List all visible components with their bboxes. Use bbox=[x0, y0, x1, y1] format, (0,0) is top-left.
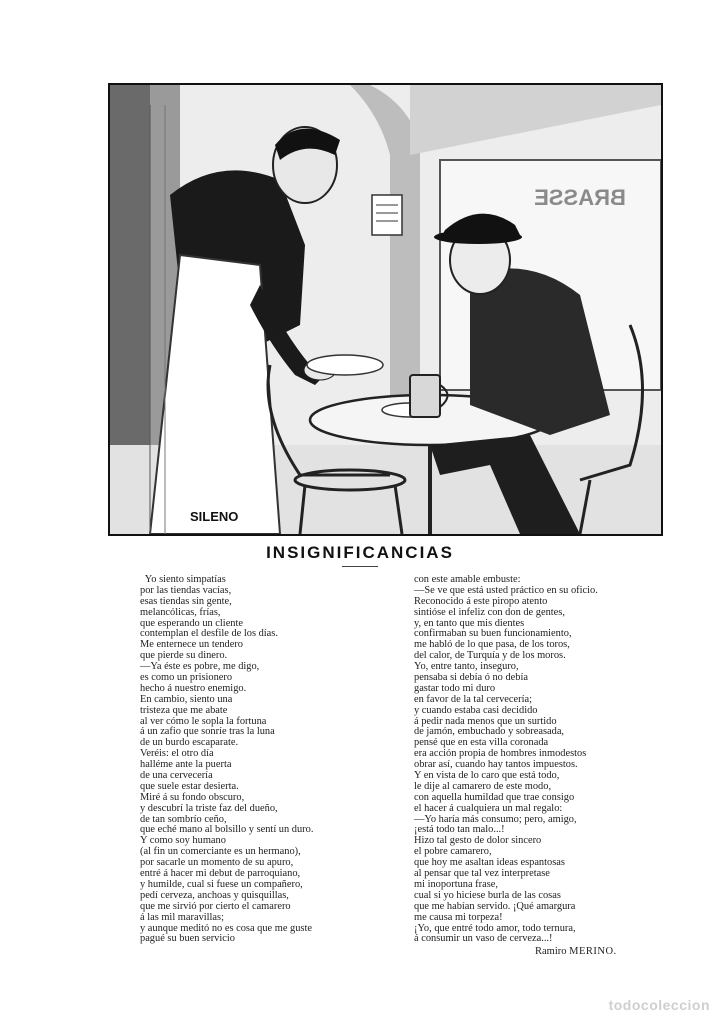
poem-left-line: que esperando un cliente bbox=[140, 617, 243, 629]
poem-left-line: de tan sombrío ceño, bbox=[140, 813, 227, 825]
poem-left-line: á un zafio que sonríe tras la luna bbox=[140, 726, 275, 738]
poem-right-line: á pedir nada menos que un surtido bbox=[414, 715, 557, 727]
poem-left-line: contemplan el desfile de los días. bbox=[140, 628, 278, 640]
author-last-name: MERINO. bbox=[569, 946, 617, 957]
poem-left-line: Y como soy humano bbox=[140, 835, 226, 847]
poem-right-line: Y en vista de lo caro que está todo, bbox=[414, 770, 560, 782]
poem-left-line: que suele estar desierta. bbox=[140, 780, 239, 792]
poem-right-line: Hizo tal gesto de dolor sincero bbox=[414, 835, 542, 847]
window-sign-text: BRASSE bbox=[534, 185, 626, 210]
poem-right-line: del calor, de Turquía y de los moros. bbox=[414, 650, 566, 662]
poem-right-line: le dije al camarero de este modo, bbox=[414, 780, 552, 792]
poem-right-line: que hoy me asaltan ideas espantosas bbox=[414, 857, 565, 869]
poem-left-line: y aunque meditó no es cosa que me guste bbox=[140, 922, 312, 934]
poem-right-line: —Se ve que está usted práctico en su oficio. bbox=[414, 584, 598, 596]
poem-right-line: confirmaban su buen funcionamiento, bbox=[414, 628, 572, 640]
poem-left-line: que pierde su dinero. bbox=[140, 650, 228, 662]
artist-signature: SILENO bbox=[190, 509, 239, 524]
poem-left-line: Me enternece un tendero bbox=[140, 639, 243, 651]
poem-right-line: mi inoportuna frase, bbox=[414, 878, 498, 890]
poem-right-line: á consumir un vaso de cerveza...! bbox=[414, 933, 553, 945]
poem-left-line: y descubrí la triste faz del dueño, bbox=[140, 802, 278, 814]
poem-right-line: el hacer á cualquiera un mal regalo: bbox=[414, 802, 563, 814]
poem-left-line: halléme ante la puerta bbox=[140, 759, 232, 771]
poem-right-line: de jamón, embuchado y sobreasada, bbox=[414, 726, 565, 738]
author-signature bbox=[535, 946, 617, 957]
poem-right-line: al pensar que tal vez interpretase bbox=[414, 868, 550, 880]
poem-left-column bbox=[140, 575, 313, 945]
poem-left-line: tristeza que me abate bbox=[140, 704, 228, 716]
poem-right-line: me causa mi torpeza! bbox=[414, 911, 503, 923]
poem-left-line: por las tiendas vacías, bbox=[140, 584, 232, 596]
poem-left-line: de una cervecería bbox=[140, 770, 213, 782]
poem-right-line: Yo, entre tanto, inseguro, bbox=[414, 661, 519, 673]
poem-left-line: Yo siento simpatías bbox=[140, 574, 226, 585]
poem-right-line: gastar todo mi duro bbox=[414, 682, 496, 694]
poem-right-line: cual si yo hiciese burla de las cosas bbox=[414, 889, 561, 901]
illustration-drawing bbox=[110, 85, 661, 534]
poem-left-line: (al fin un comerciante es un hermano), bbox=[140, 846, 301, 858]
poem-left-line: de un burdo escaparate. bbox=[140, 737, 239, 749]
poem-right-line: y cuando estaba casi decidido bbox=[414, 704, 538, 716]
poem-left-line: por sacarle un momento de su apuro, bbox=[140, 857, 294, 869]
poem-left-line: hecho á nuestro enemigo. bbox=[140, 682, 247, 694]
poem-right-line: pensaba si debía ó no debía bbox=[414, 672, 528, 684]
poem-left-line: que me sirvió por cierto el camarero bbox=[140, 900, 291, 912]
poem-right-line: pensé que en esta villa coronada bbox=[414, 737, 549, 749]
poem-right-line: el pobre camarero, bbox=[414, 846, 492, 858]
author-first-name: Ramiro bbox=[535, 946, 567, 957]
poem-right-line: que me habían servido. ¡Qué amargura bbox=[414, 900, 576, 912]
poem-left-line: que eché mano al bolsillo y sentí un duro. bbox=[140, 824, 314, 836]
poem-right-line: con aquella humildad que trae consigo bbox=[414, 791, 575, 803]
poem-right-line: me habló de lo que pasa, de los toros, bbox=[414, 639, 570, 651]
poem-left-line: y humilde, cual si fuese un compañero, bbox=[140, 878, 303, 890]
cafe-scene-illustration bbox=[108, 83, 663, 536]
poem-right-line: con este amable embuste: bbox=[414, 574, 521, 585]
poem-right-line: obrar así, cuando hay tantos impuestos. bbox=[414, 759, 578, 771]
poem-right-line: en favor de la tal cervecería; bbox=[414, 693, 532, 705]
poem-left-line: —Ya éste es pobre, me digo, bbox=[140, 661, 260, 673]
poem-left-line: melancólicas, frías, bbox=[140, 606, 221, 618]
poem-left-line: á las mil maravillas; bbox=[140, 911, 224, 923]
poem-left-line: es como un prisionero bbox=[140, 672, 233, 684]
poem-right-column bbox=[414, 575, 598, 945]
poem-right-line: —Yo haría más consumo; pero, amigo, bbox=[414, 813, 577, 825]
poem-right-line: y, en tanto que mis dientes bbox=[414, 617, 525, 629]
poem-right-line: era acción propia de hombres inmodestos bbox=[414, 748, 587, 760]
poem-left-line: Miré á su fondo obscuro, bbox=[140, 791, 245, 803]
poem-left-line: En cambio, siento una bbox=[140, 693, 233, 705]
poem-left-line: entré á hacer mi debut de parroquiano, bbox=[140, 868, 301, 880]
watermark: todocoleccion bbox=[608, 997, 710, 1013]
poem-left-line: al ver cómo le sopla la fortuna bbox=[140, 715, 267, 727]
title-divider bbox=[342, 566, 378, 567]
poem-left-line: esas tiendas sin gente, bbox=[140, 595, 232, 607]
page-title: INSIGNIFICANCIAS bbox=[266, 543, 454, 562]
poem-right-line: ¡está todo tan malo...! bbox=[414, 824, 505, 836]
poem-left-line: pedí cerveza, anchoas y quisquillas, bbox=[140, 889, 289, 901]
poem-right-line: ¡Yo, que entré todo amor, todo ternura, bbox=[414, 922, 576, 934]
poem-left-line: pagué su buen servicio bbox=[140, 933, 235, 945]
poem-right-line: Reconocido á este piropo atento bbox=[414, 595, 548, 607]
poem-right-line: sintióse el infeliz con don de gentes, bbox=[414, 606, 565, 618]
poem-left-line: Veréis: el otro día bbox=[140, 748, 214, 760]
